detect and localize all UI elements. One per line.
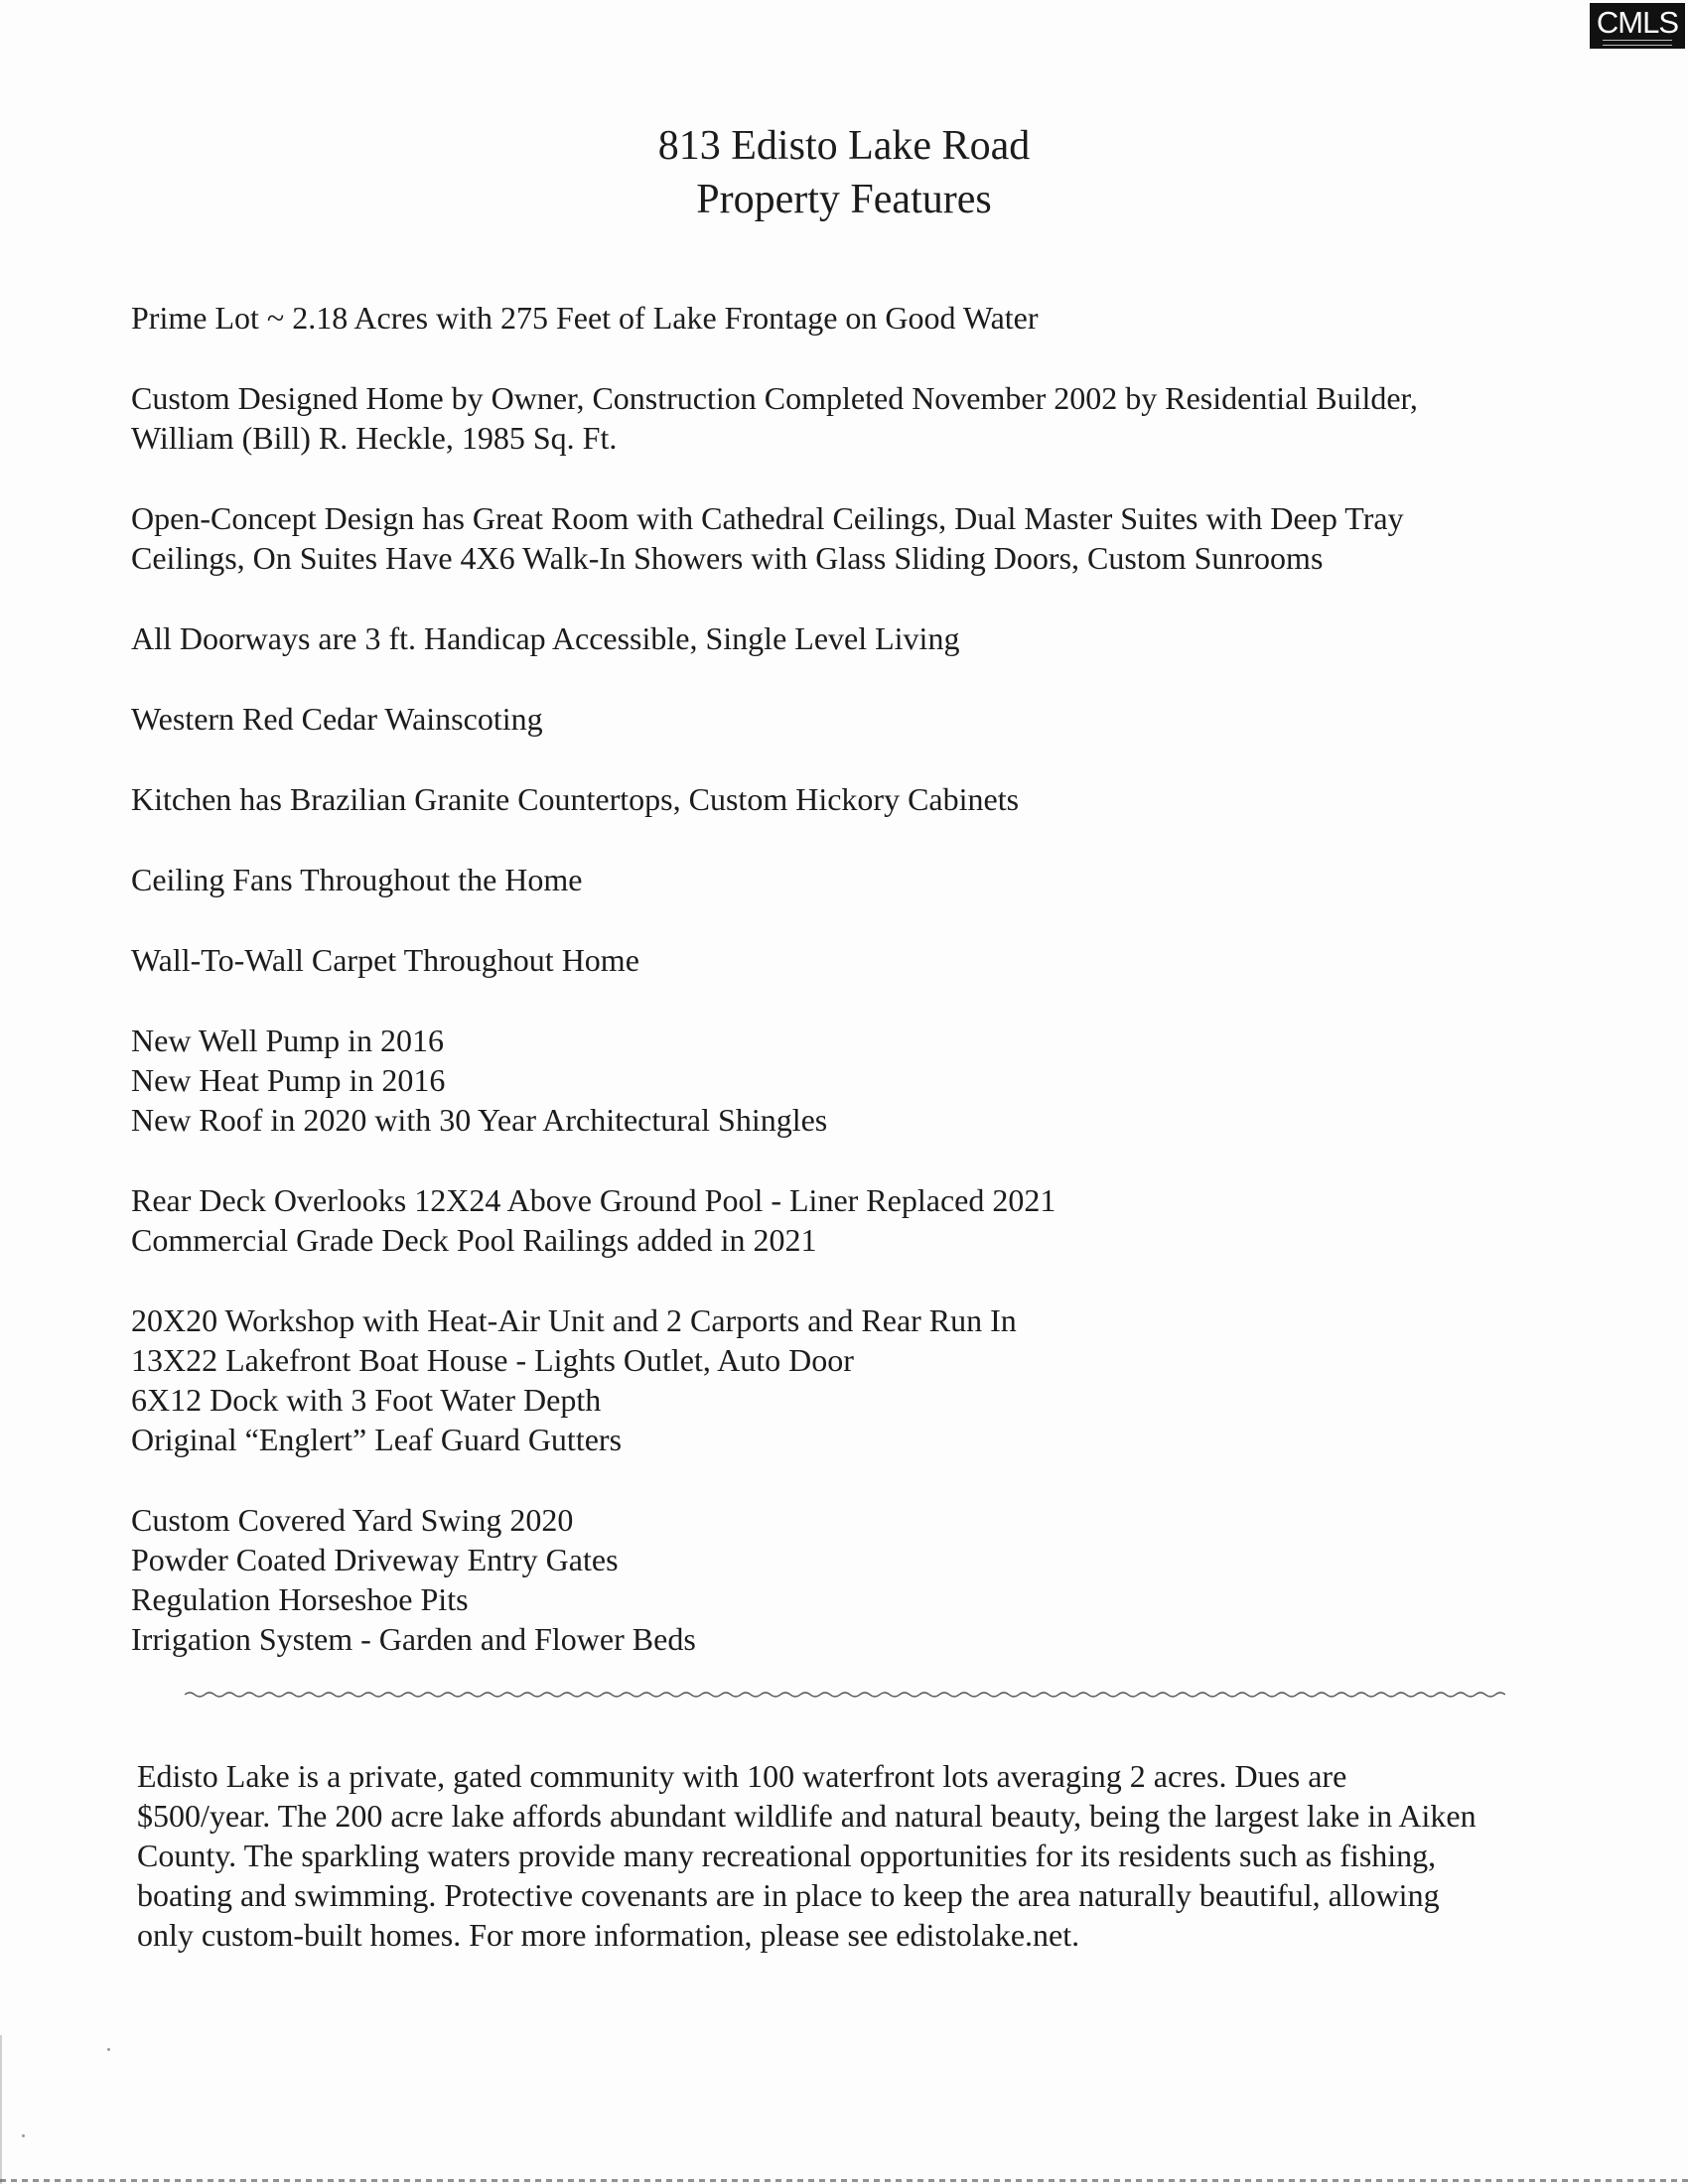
feature-line: William (Bill) R. Heckle, 1985 Sq. Ft. (131, 420, 618, 456)
feature-paragraph (131, 498, 1521, 578)
feature-line: Custom Designed Home by Owner, Construction Completed November 2002 by Residential Builder, (131, 380, 1418, 416)
feature-paragraph (131, 1021, 1521, 1140)
description-line: Edisto Lake is a private, gated community with 100 waterfront lots averaging 2 acres. Dues are (137, 1758, 1347, 1794)
feature-line: 20X20 Workshop with Heat-Air Unit and 2 Carports and Rear Run In (131, 1302, 1017, 1338)
feature-line: New Roof in 2020 with 30 Year Architectural Shingles (131, 1102, 828, 1138)
feature-paragraph (131, 378, 1521, 458)
scan-speck (107, 2048, 110, 2051)
feature-line: Rear Deck Overlooks 12X24 Above Ground Pool - Liner Replaced 2021 (131, 1182, 1056, 1218)
property-address: 813 Edisto Lake Road (657, 123, 1031, 169)
feature-line: New Well Pump in 2016 (131, 1023, 445, 1058)
description-line: County. The sparkling waters provide many recreational opportunities for its residents such as fishing, (137, 1838, 1437, 1873)
feature-line: Open-Concept Design has Great Room with Cathedral Ceilings, Dual Master Suites with Deep Tray (131, 500, 1404, 536)
feature-line: Custom Covered Yard Swing 2020 (131, 1502, 574, 1538)
scan-speck (22, 2134, 25, 2137)
description-line: only custom-built homes. For more information, please see edistolake.net. (137, 1917, 1080, 1953)
feature-line: All Doorways are 3 ft. Handicap Accessible, Single Level Living (131, 620, 960, 656)
feature-line: Prime Lot ~ 2.18 Acres with 275 Feet of Lake Frontage on Good Water (131, 300, 1039, 336)
feature-line: 13X22 Lakefront Boat House - Lights Outlet, Auto Door (131, 1342, 854, 1378)
scan-margin-mark (0, 2035, 2, 2184)
description-line: $500/year. The 200 acre lake affords abundant wildlife and natural beauty, being the largest lake in Aiken (137, 1798, 1477, 1834)
feature-paragraph (131, 779, 1521, 819)
document-subtitle: Property Features (696, 177, 992, 222)
feature-paragraph (131, 699, 1521, 739)
feature-paragraph (131, 298, 1521, 338)
feature-line: Irrigation System - Garden and Flower Beds (131, 1621, 696, 1657)
feature-paragraph (131, 1180, 1521, 1260)
feature-line: 6X12 Dock with 3 Foot Water Depth (131, 1382, 602, 1418)
page-title (0, 119, 1688, 226)
cmls-logo (1590, 3, 1685, 49)
feature-paragraph (131, 618, 1521, 658)
feature-line: Ceiling Fans Throughout the Home (131, 862, 583, 897)
feature-line: Powder Coated Driveway Entry Gates (131, 1542, 619, 1577)
feature-line: Kitchen has Brazilian Granite Countertops, Custom Hickory Cabinets (131, 781, 1020, 817)
feature-paragraph (131, 1300, 1521, 1459)
feature-line: Regulation Horseshoe Pits (131, 1581, 469, 1617)
feature-paragraph (131, 940, 1521, 980)
wavy-divider (185, 1688, 1505, 1702)
feature-line: Western Red Cedar Wainscoting (131, 701, 543, 737)
feature-line: New Heat Pump in 2016 (131, 1062, 446, 1098)
logo-rule (1603, 40, 1672, 46)
scan-bottom-edge (0, 2179, 1688, 2182)
logo-text: CMLS (1596, 5, 1679, 40)
feature-line: Original “Englert” Leaf Guard Gutters (131, 1422, 623, 1457)
feature-list (131, 298, 1521, 1700)
description-line: boating and swimming. Protective covenants are in place to keep the area naturally beautiful, allowing (137, 1877, 1440, 1913)
feature-line: Wall-To-Wall Carpet Throughout Home (131, 942, 639, 978)
feature-line: Ceilings, On Suites Have 4X6 Walk-In Showers with Glass Sliding Doors, Custom Sunrooms (131, 540, 1324, 576)
feature-line: Commercial Grade Deck Pool Railings added in 2021 (131, 1222, 817, 1258)
feature-paragraph (131, 1500, 1521, 1659)
community-description (137, 1756, 1547, 1955)
feature-paragraph (131, 860, 1521, 899)
